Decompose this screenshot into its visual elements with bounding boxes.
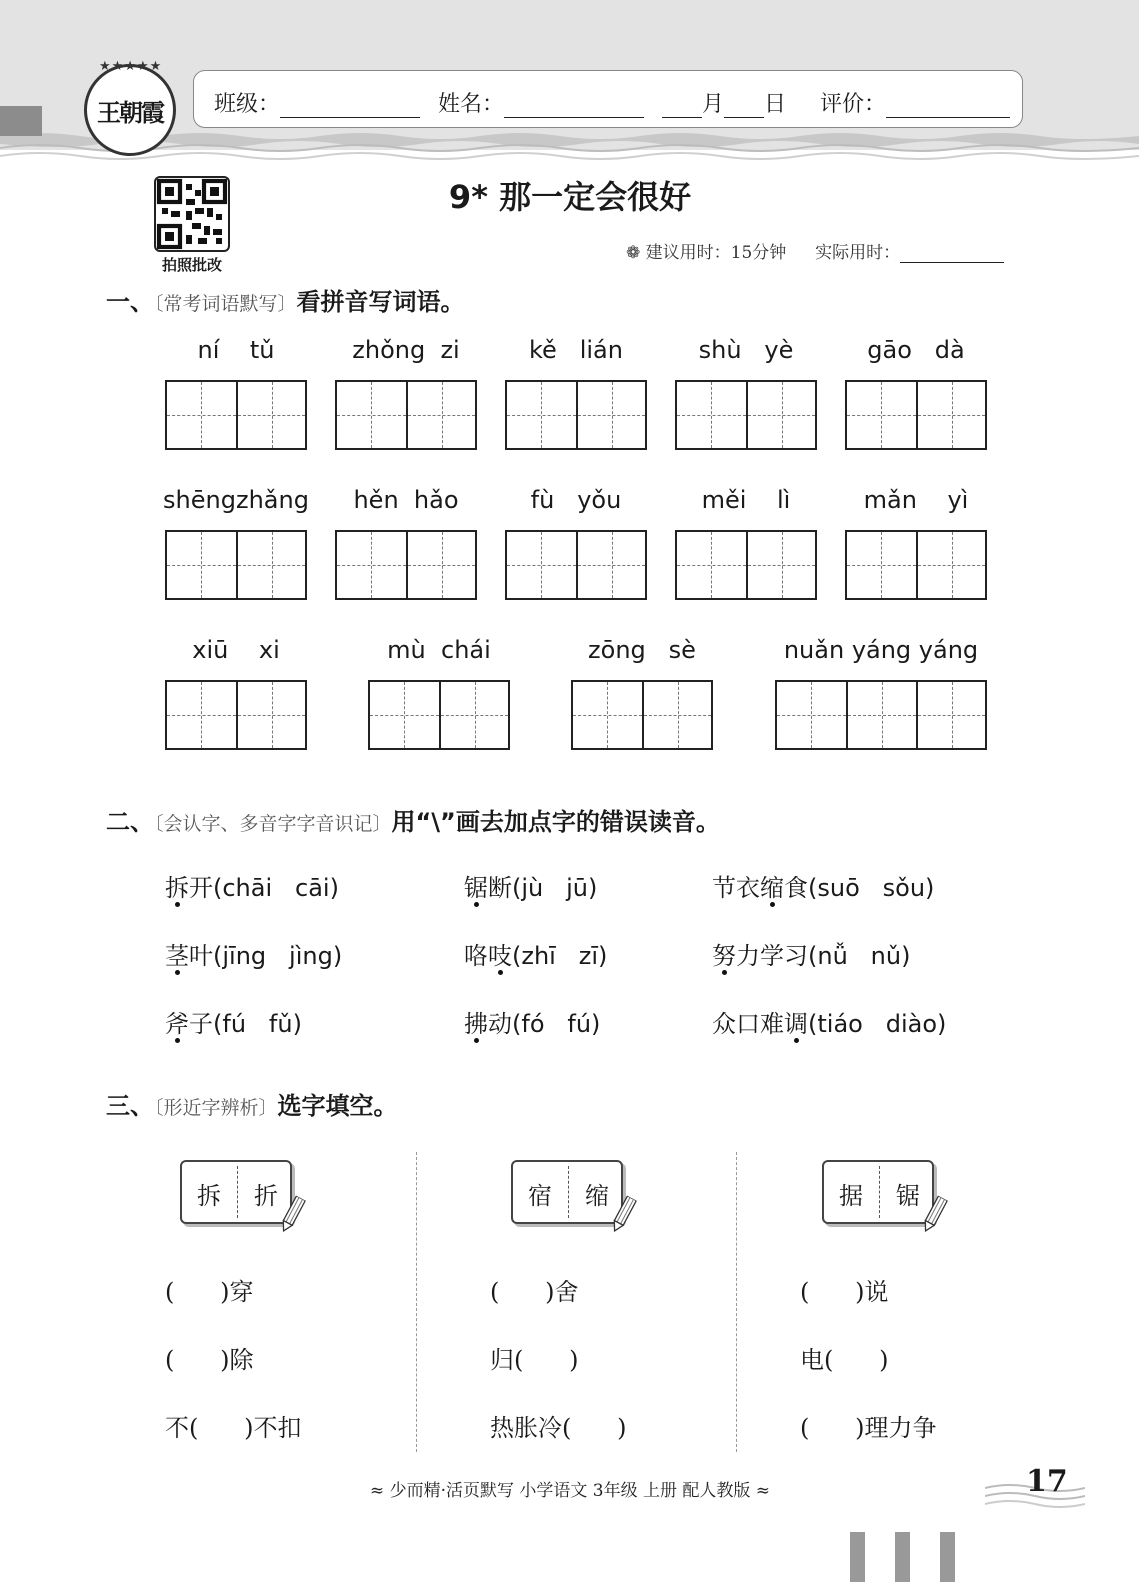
tianzi-cell[interactable] — [576, 382, 645, 448]
tianzi-cell[interactable] — [337, 382, 406, 448]
emphasis-dot — [175, 902, 180, 907]
word: 斧子 — [165, 1010, 213, 1038]
pinyin-label: měi lì — [701, 486, 791, 514]
pinyin-label: fù yǒu — [530, 486, 622, 514]
pronunciation-item[interactable] — [165, 1004, 302, 1039]
word: 茎叶 — [165, 942, 213, 970]
reading-options[interactable]: (zhī zī) — [512, 942, 608, 970]
name-field[interactable]: 姓名： — [438, 87, 644, 118]
reading-options[interactable]: (nǚ nǔ) — [808, 942, 911, 970]
reading-options[interactable]: (chāi cāi) — [213, 874, 339, 902]
evaluation-field[interactable]: 评价： — [820, 87, 1010, 118]
tianzi-cell[interactable] — [167, 382, 236, 448]
emphasis-dot — [722, 970, 727, 975]
time-info: ❁ 建议用时：15分钟 实际用时： — [626, 238, 1004, 263]
choice-char: 锯 — [896, 1182, 920, 1210]
pronunciation-item[interactable] — [165, 868, 339, 903]
pinyin-label: zhǒng zi — [352, 336, 460, 364]
emphasis-dot — [770, 902, 775, 907]
pinyin-label: kě lián — [529, 336, 623, 364]
reading-options[interactable]: (suō sǒu) — [808, 874, 935, 902]
date-field[interactable]: 月 日 — [662, 87, 786, 118]
choice-char: 据 — [839, 1182, 863, 1210]
emphasis-dot — [498, 970, 503, 975]
fill-blank[interactable]: 电( ) — [800, 1346, 889, 1374]
fill-blank[interactable]: 不( )不扣 — [165, 1414, 302, 1442]
writing-grid[interactable] — [675, 380, 817, 450]
fill-blank[interactable]: ( )理力争 — [800, 1414, 937, 1442]
emphasis-dot — [474, 1038, 479, 1043]
qr-code-icon[interactable] — [154, 176, 230, 252]
writing-grid[interactable] — [165, 530, 307, 600]
column-divider — [416, 1152, 417, 1452]
tianzi-cell[interactable] — [370, 682, 439, 748]
footer-text: ≈ 少而精·活页默写 小学语文 3年级 上册 配人教版 ≈ — [369, 1481, 771, 1501]
pinyin-label: shù yè — [698, 336, 794, 364]
emphasis-dot — [175, 1038, 180, 1043]
fill-blank[interactable]: ( )除 — [165, 1346, 254, 1374]
student-info-bar — [193, 70, 1023, 128]
pinyin-label: nuǎn yáng yáng — [783, 636, 979, 664]
choice-char: 缩 — [585, 1182, 609, 1210]
tianzi-cell[interactable] — [236, 532, 305, 598]
writing-grid[interactable] — [335, 380, 477, 450]
pronunciation-item[interactable] — [165, 936, 342, 971]
edge-mark — [895, 1532, 910, 1582]
writing-grid[interactable] — [165, 380, 307, 450]
logo-text: 王朝霞 — [97, 98, 163, 127]
pinyin-label: hěn hǎo — [353, 486, 459, 514]
tianzi-cell[interactable] — [337, 532, 406, 598]
word: 拂动 — [464, 1010, 512, 1038]
brand-logo — [84, 59, 176, 156]
tianzi-cell[interactable] — [916, 682, 985, 748]
emphasis-dot — [794, 1038, 799, 1043]
tianzi-cell[interactable] — [847, 532, 916, 598]
word: 节衣缩食 — [712, 874, 808, 902]
pinyin-label: ní tǔ — [197, 336, 275, 364]
tianzi-cell[interactable] — [573, 682, 642, 748]
header-wave — [0, 130, 1139, 166]
writing-grid[interactable] — [505, 530, 647, 600]
word: 咯吱 — [464, 942, 512, 970]
section1-heading: 一、〔常考词语默写〕看拼音写词语。 — [106, 288, 465, 316]
pronunciation-item[interactable] — [712, 1004, 946, 1039]
section3-heading: 三、〔形近字辨析〕选字填空。 — [106, 1092, 398, 1120]
char-choice-card — [180, 1160, 292, 1224]
tianzi-cell[interactable] — [406, 382, 475, 448]
reading-options[interactable]: (fó fú) — [512, 1010, 601, 1038]
column-divider — [736, 1152, 737, 1452]
writing-grid[interactable] — [571, 680, 713, 750]
edge-mark — [850, 1532, 865, 1582]
page-title: 9* 那一定会很好 — [448, 178, 692, 216]
tianzi-cell[interactable] — [916, 382, 985, 448]
tianzi-cell[interactable] — [406, 532, 475, 598]
tianzi-cell[interactable] — [507, 382, 576, 448]
tianzi-cell[interactable] — [507, 532, 576, 598]
pronunciation-item[interactable] — [712, 868, 934, 903]
tianzi-cell[interactable] — [677, 382, 746, 448]
tianzi-cell[interactable] — [746, 382, 815, 448]
tianzi-cell[interactable] — [236, 682, 305, 748]
char-choice-card — [511, 1160, 623, 1224]
qr-label: 拍照批改 — [161, 256, 222, 274]
class-field[interactable]: 班级： — [214, 87, 420, 118]
reading-options[interactable]: (tiáo diào) — [808, 1010, 947, 1038]
pinyin-label: mǎn yì — [863, 486, 969, 514]
gray-tab — [0, 106, 42, 136]
tianzi-cell[interactable] — [916, 532, 985, 598]
tianzi-cell[interactable] — [677, 532, 746, 598]
reading-options[interactable]: (jù jū) — [512, 874, 598, 902]
tianzi-cell[interactable] — [167, 682, 236, 748]
reading-options[interactable]: (fú fǔ) — [213, 1010, 302, 1038]
tianzi-cell[interactable] — [167, 532, 236, 598]
emphasis-dot — [175, 970, 180, 975]
writing-grid[interactable] — [775, 680, 987, 750]
pinyin-label: gāo dà — [867, 336, 965, 364]
writing-grid[interactable] — [165, 680, 307, 750]
writing-grid[interactable] — [335, 530, 477, 600]
writing-grid[interactable] — [845, 380, 987, 450]
flower-icon: ❁ — [626, 243, 641, 263]
section2-heading: 二、〔会认字、多音字字音识记〕用“\”画去加点字的错误读音。 — [106, 808, 720, 836]
pinyin-label: zōng sè — [588, 636, 696, 664]
choice-char: 宿 — [528, 1182, 552, 1210]
pinyin-label: shēngzhǎng — [163, 486, 309, 514]
word: 努力学习 — [712, 942, 808, 970]
page-number: 17 — [1026, 1464, 1068, 1499]
reading-options[interactable]: (jīng jìng) — [213, 942, 343, 970]
logo-stars-icon: ★★★★★ — [99, 59, 163, 74]
fill-blank[interactable]: ( )舍 — [490, 1278, 579, 1306]
char-choice-card — [822, 1160, 934, 1224]
word: 拆开 — [165, 874, 213, 902]
tianzi-cell[interactable] — [777, 682, 846, 748]
fill-blank[interactable]: 归( ) — [490, 1346, 579, 1374]
tianzi-cell[interactable] — [236, 382, 305, 448]
tianzi-cell[interactable] — [576, 532, 645, 598]
tianzi-cell[interactable] — [439, 682, 508, 748]
writing-grid[interactable] — [675, 530, 817, 600]
writing-grid[interactable] — [505, 380, 647, 450]
fill-blank[interactable]: 热胀冷( ) — [490, 1414, 627, 1442]
fill-blank[interactable]: ( )说 — [800, 1278, 889, 1306]
pinyin-label: xiū xi — [192, 636, 280, 664]
writing-grid[interactable] — [368, 680, 510, 750]
writing-grid[interactable] — [845, 530, 987, 600]
choice-char: 拆 — [197, 1182, 221, 1210]
tianzi-cell[interactable] — [847, 382, 916, 448]
pinyin-label: mù chái — [387, 636, 491, 664]
word: 众口难调 — [712, 1010, 808, 1038]
choice-char: 折 — [254, 1182, 278, 1210]
emphasis-dot — [474, 902, 479, 907]
tianzi-cell[interactable] — [846, 682, 915, 748]
word: 锯断 — [464, 874, 512, 902]
fill-blank[interactable]: ( )穿 — [165, 1278, 254, 1306]
tianzi-cell[interactable] — [642, 682, 711, 748]
edge-mark — [940, 1532, 955, 1582]
tianzi-cell[interactable] — [746, 532, 815, 598]
pronunciation-item[interactable] — [712, 936, 910, 971]
pronunciation-item[interactable] — [464, 868, 597, 903]
pronunciation-item[interactable] — [464, 936, 607, 971]
pronunciation-item[interactable] — [464, 1004, 600, 1039]
